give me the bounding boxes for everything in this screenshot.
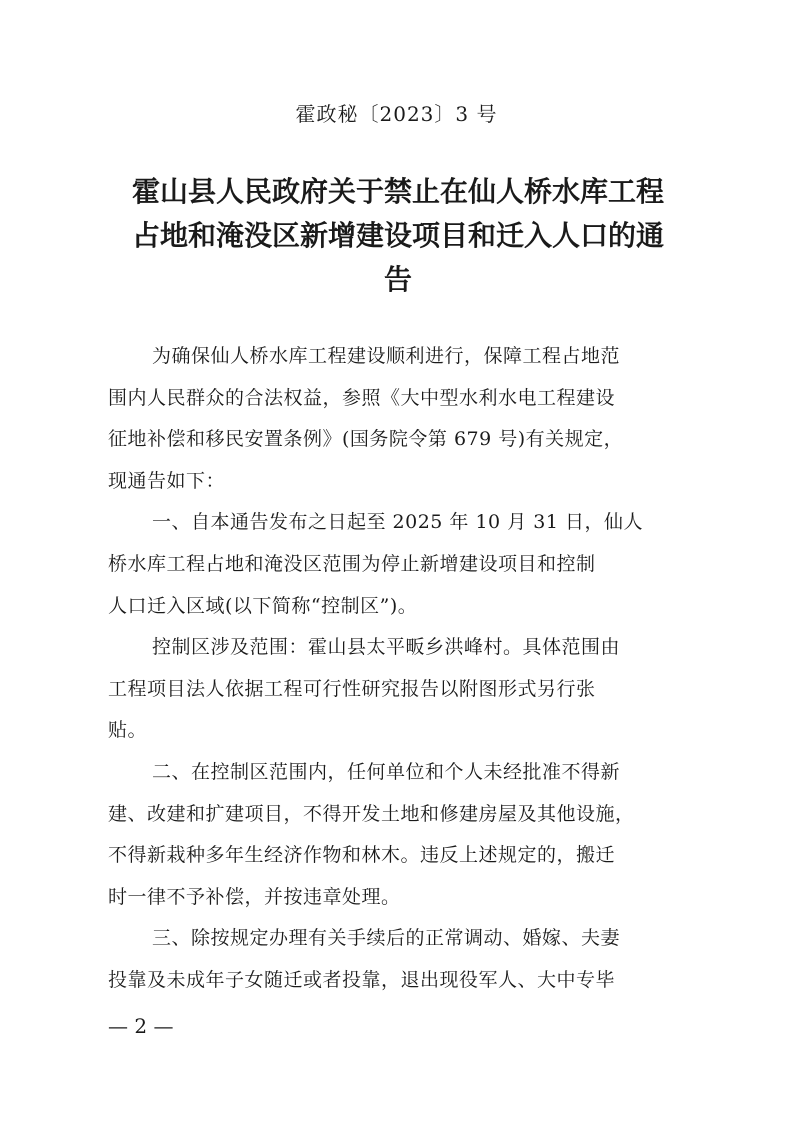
text-line: 二、在控制区范围内，任何单位和个人未经批准不得新 [152,760,621,783]
text-line: 征地补偿和移民安置条例》(国务院令第 679 号)有关规定， [108,428,624,451]
text-line: 三、除按规定办理有关手续后的正常调动、婚嫁、夫妻 [152,927,621,950]
document-title [108,170,688,302]
text-line: 人口迁入区域(以下简称“控制区”)。 [108,594,418,617]
page-number: — 2 — [108,1014,174,1038]
document-number: 霍政秘〔2023〕3 号 [295,102,498,126]
title-line: 告 [383,263,412,296]
document-body [108,336,688,1002]
text-line: 时一律不予补偿，并按违章处理。 [108,885,401,908]
text-line: 现通告如下： [108,469,226,492]
text-line: 贴。 [108,719,148,742]
text-line: 投靠及未成年子女随迁或者投靠，退出现役军人、大中专毕 [108,968,616,991]
text-line: 桥水库工程占地和淹没区范围为停止新增建设项目和控制 [108,552,596,575]
text-line: 围内人民群众的合法权益，参照《大中型水利水电工程建设 [108,386,616,409]
paragraph-control-scope [108,627,688,752]
title-line: 霍山县人民政府关于禁止在仙人桥水库工程 [131,175,664,208]
text-line: 为确保仙人桥水库工程建设顺利进行，保障工程占地范 [152,345,621,367]
text-line: 不得新栽种多年生经济作物和林木。违反上述规定的，搬迁 [108,844,616,867]
paragraph-article-3 [108,918,688,1001]
text-line: 工程项目法人依据工程可行性研究报告以附图形式另行张 [108,677,596,700]
text-line: 建、改建和扩建项目，不得开发土地和修建房屋及其他设施， [108,802,635,825]
text-line: 控制区涉及范围：霍山县太平畈乡洪峰村。具体范围由 [152,636,621,659]
paragraph-intro [108,336,688,502]
paragraph-article-1 [108,502,688,627]
title-line: 占地和淹没区新增建设项目和迁入人口的通 [131,219,664,252]
text-line: 一、自本通告发布之日起至 2025 年 10 月 31 日，仙人 [152,511,643,534]
paragraph-article-2 [108,752,688,918]
